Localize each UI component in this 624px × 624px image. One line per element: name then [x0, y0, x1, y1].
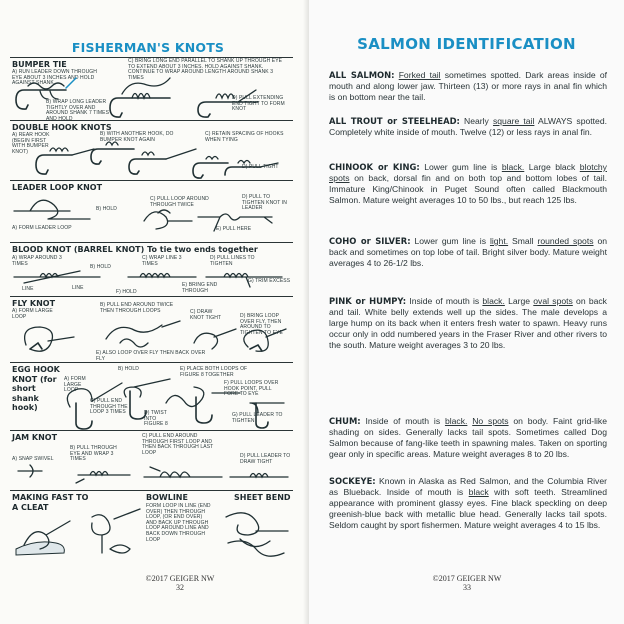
egg-hook-step-f: F) PULL LOOPS OVER HOOK POINT, PULL FORE TO EYE — [224, 380, 279, 398]
underlined-term: black. — [482, 296, 505, 306]
underlined-term: No spots — [472, 416, 509, 426]
double-hook-illustration — [10, 121, 293, 181]
entry-label: SOCKEYE: — [329, 476, 376, 486]
entry-text: on back, dorsal fin and on both top and bottom lobes of tail. Immature King/Chinook in Puget Sound often called Blackmouth Salmon. Mature weight averages 10 to 50 lbs., but reach 125 lbs. — [329, 173, 607, 206]
egg-hook-step-g: G) PULL LEADER TO TIGHTEN — [232, 412, 283, 424]
double-hook-step-b: B) WITH ANOTHER HOOK, DO BUMPER KNOT AGAIN — [100, 131, 174, 143]
egg-hook-illustration — [10, 363, 293, 431]
blood-knot-step-d: D) PULL LINES TO TIGHTEN — [210, 255, 255, 267]
blood-knot-step-g: G) TRIM EXCESS — [248, 278, 291, 284]
fly-knot-step-a: A) FORM LARGE LOOP — [12, 308, 53, 320]
entry-label: PINK or HUMPY: — [329, 296, 407, 306]
fly-knot-title: FLY KNOT — [12, 299, 56, 308]
blood-knot-step-f: F) HOLD — [116, 289, 137, 295]
entry-text: Inside of mouth is — [360, 416, 445, 426]
entry-text: sometimes spotted. Dark areas inside of mouth and along lower jaw. Thirteen (13) or more rays in anal fin which is on bottom near the tail. — [329, 70, 607, 103]
entry-chinook — [329, 162, 607, 206]
entry-sockeye — [329, 476, 607, 531]
egg-hook-step-c: C) PULL END THROUGH THE LOOP 3 TIMES — [90, 398, 128, 416]
entry-text: Nearly — [459, 116, 493, 126]
leader-loop-step-d: D) PULL TO TIGHTEN KNOT IN LEADER — [242, 194, 288, 212]
right-page-number: 33 — [463, 583, 471, 592]
section-double-hook — [10, 120, 293, 181]
jam-knot-step-d: D) PULL LEADER TO DRAW TIGHT — [240, 453, 291, 465]
fly-knot-step-e: E) ALSO LOOP OVER FLY THEN BACK OVER FLY — [96, 350, 206, 362]
entry-text: Lower gum line is — [419, 162, 502, 172]
egg-hook-step-d: D) TWIST INTO FIGURE 8 — [144, 410, 168, 428]
bumper-tie-step-c: C) BRING LONG END PARALLEL TO SHANK UP THROUGH EYE TO EXTEND ABOUT 3 INCHES. HOLD AGAINST SHANK. CONTINUE TO WRAP AROUND LENGTH AROUND SHANK 3 TIMES — [128, 58, 283, 81]
egg-hook-step-a: A) FORM LARGE LOOP — [64, 376, 86, 394]
blood-knot-step-b: B) HOLD — [90, 264, 111, 270]
entry-text: Small — [508, 236, 538, 246]
underlined-term: rounded spots — [537, 236, 594, 246]
underlined-term: black — [468, 487, 489, 498]
entry-label: ALL SALMON: — [329, 70, 395, 80]
entry-text: Inside of mouth is — [406, 296, 483, 306]
entry-text: Large — [504, 296, 534, 306]
section-bumper-tie — [10, 57, 293, 121]
fly-knot-step-c: C) DRAW KNOT TIGHT — [190, 309, 222, 321]
entry-all-salmon — [329, 70, 607, 103]
left-copyright: ©2017 GEIGER NW — [145, 574, 215, 583]
entry-all-trout — [329, 116, 607, 138]
salmon-title: SALMON IDENTIFICATION — [357, 35, 576, 53]
right-page — [309, 0, 624, 624]
jam-knot-step-a: A) SNAP SWIVEL — [12, 456, 54, 462]
fly-knot-step-d: D) BRING LOOP OVER FLY, THEN AROUND TO TIGHTEN TO EYE — [240, 313, 283, 336]
entry-label: ALL TROUT or STEELHEAD: — [329, 116, 460, 126]
blood-knot-line-right: LINE — [72, 285, 84, 291]
underlined-term: light. — [489, 236, 509, 246]
entry-text: on back and sometimes on top lobe of tail. Bright silver body. Mature weight averages 4 to 26-1/2 lbs. — [329, 236, 608, 269]
right-copyright: ©2017 GEIGER NW — [432, 574, 502, 583]
blood-knot-step-a: A) WRAP AROUND 3 TIMES — [12, 255, 62, 267]
leader-loop-step-b: B) HOLD — [96, 206, 117, 212]
underlined-term: black. — [501, 162, 525, 172]
bumper-tie-title: BUMPER TIE — [12, 60, 67, 69]
sheet-bend-title: SHEET BEND — [234, 493, 291, 502]
entry-text: Lower gum line is — [410, 236, 490, 246]
jam-knot-step-b: B) PULL THROUGH EYE AND WRAP 3 TIMES — [70, 445, 117, 463]
section-blood-knot — [10, 242, 293, 297]
bumper-tie-step-d: D) PULL EXTENDING END TIGHT TO FORM KNOT — [232, 95, 285, 113]
bowline-text: FORM LOOP IN LINE (END OVER) THEN THROUGH LOOP, (OR END OVER) AND BACK UP THROUGH LOOP AROUND LINE AND BACK DOWN THROUGH LOOP — [146, 503, 211, 543]
blood-knot-step-c: C) WRAP LINE 3 TIMES — [142, 255, 182, 267]
section-bottom-knots — [10, 490, 293, 571]
cleat-title: MAKING FAST TO A CLEAT — [12, 493, 89, 512]
leader-loop-step-a: A) FORM LEADER LOOP — [12, 225, 72, 231]
entry-text: Large black — [524, 162, 580, 172]
underlined-term: oval spots — [533, 296, 573, 306]
section-leader-loop — [10, 180, 293, 243]
double-hook-step-c: C) RETAIN SPACING OF HOOKS WHEN TYING — [205, 131, 284, 143]
bumper-tie-illustration — [10, 58, 293, 121]
bottom-knots-illustration — [10, 491, 293, 571]
entry-label: CHUM: — [329, 416, 361, 426]
fly-knot-step-b: B) PULL END AROUND TWICE THEN THROUGH LOOPS — [100, 302, 174, 314]
jam-knot-title: JAM KNOT — [12, 433, 58, 442]
egg-hook-title: EGG HOOK KNOT (for short shank hook) — [12, 365, 60, 412]
entry-text: ALWAYS spotted. Completely white inside of mouth. Twelve (12) or less rays in anal fin. — [329, 116, 607, 138]
double-hook-step-d: D) PULL TIGHT — [242, 164, 279, 170]
underlined-term: Forked tail — [398, 70, 441, 80]
bowline-title: BOWLINE — [146, 493, 188, 502]
egg-hook-step-e: E) PLACE BOTH LOOPS OF FIGURE 8 TOGETHER — [180, 366, 248, 378]
entry-coho — [329, 236, 607, 269]
left-page-number: 32 — [176, 583, 184, 592]
egg-hook-step-b: B) HOLD — [118, 366, 139, 372]
leader-loop-step-c: C) PULL LOOP AROUND THROUGH TWICE — [150, 196, 209, 208]
blood-knot-title: BLOOD KNOT (BARREL KNOT) To tie two ends together — [12, 245, 258, 254]
underlined-term: black. — [444, 416, 468, 426]
leader-loop-title: LEADER LOOP KNOT — [12, 183, 103, 192]
blood-knot-illustration — [10, 243, 293, 297]
entry-label: COHO or SILVER: — [329, 236, 411, 246]
bumper-tie-step-a: A) RUN LEADER DOWN THROUGH EYE ABOUT 3 INCHES AND HOLD AGAINST SHANK — [12, 69, 98, 87]
blood-knot-line-left: LINE — [22, 286, 34, 292]
underlined-term: blotchy spots — [329, 162, 607, 184]
entry-pink — [329, 296, 607, 351]
leader-loop-step-e: E) PULL HERE — [216, 226, 252, 232]
entry-text: with soft teeth. Streamlined appearance with prominent glassy eyes. Fine black speckling on deep greenish-blue back with metallic blue head. Generally lacks tail spots. Seldom caught by sport fishermen. Mature weight averages 4 to 15 lbs. — [329, 487, 607, 531]
section-jam-knot — [10, 430, 293, 491]
entry-text: on body. Faint grid-like shading on sides. Generally lacks tail spots. Sometimes called Dog Salmon because of fang-like teeth in spawning males. Taken on sporting gear only in specific areas. Mature weight averages 8 to 20 lbs. — [329, 416, 607, 460]
jam-knot-step-c: C) PULL END AROUND THROUGH FIRST LOOP AND THEN BACK THROUGH LAST LOOP — [142, 433, 214, 456]
entry-label: CHINOOK or KING: — [329, 162, 420, 172]
knots-title: FISHERMAN'S KNOTS — [71, 40, 225, 55]
section-egg-hook — [10, 362, 293, 431]
double-hook-title: DOUBLE HOOK KNOTS — [12, 123, 112, 132]
section-fly-knot — [10, 296, 293, 363]
underlined-term: square tail — [492, 116, 535, 126]
fly-knot-illustration — [10, 297, 293, 363]
double-hook-step-a: A) REAR HOOK (BEGIN FIRST WITH BUMPER KNOT) — [12, 132, 50, 155]
bumper-tie-step-b: B) WRAP LONG LEADER TIGHTLY OVER AND AROUND SHANK 7 TIMES AND HOLD — [46, 99, 110, 122]
leader-loop-illustration — [10, 181, 293, 243]
blood-knot-step-e: E) BRING END THROUGH — [182, 282, 218, 294]
entry-text: Known in Alaska as Red Salmon, and the Columbia River as Blueback. Inside of mouth is — [329, 476, 607, 498]
entry-chum — [329, 416, 607, 460]
jam-knot-illustration — [10, 431, 293, 491]
entry-text: on back and tail. White belly extends well up the sides. The male develops a large hump on its back when it enters fresh water to spawn. Heavy runs occur only in odd numbered years in the Fraser River and other rivers to the south. Mature weight averages 3 to 20 lbs. — [329, 296, 607, 351]
left-page — [0, 0, 309, 624]
